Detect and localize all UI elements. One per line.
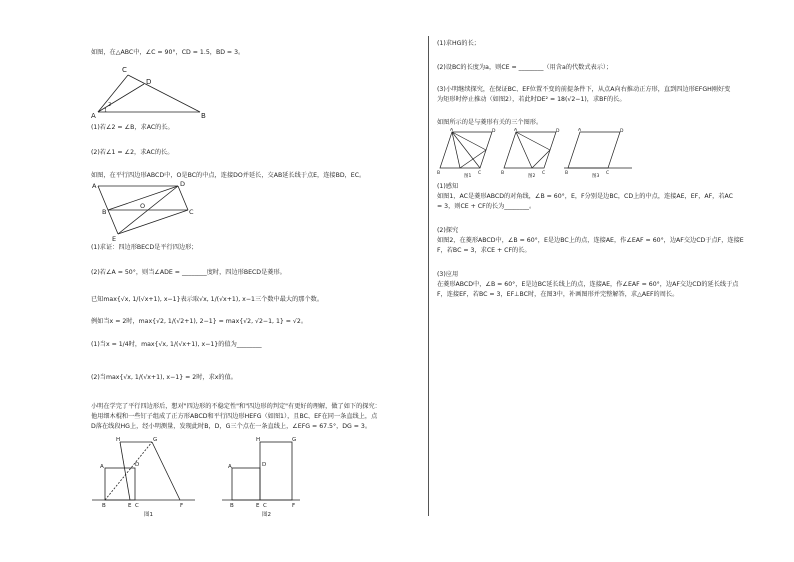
svg-text:E: E: [256, 503, 260, 509]
svg-text:C: C: [135, 503, 139, 509]
problem5-section2-title: (2)探究: [437, 227, 459, 234]
svg-text:A: A: [514, 128, 518, 133]
svg-text:B: B: [501, 171, 505, 176]
svg-text:A: A: [100, 464, 104, 470]
svg-text:C: C: [189, 208, 194, 216]
rhombus-fig3-caption: 图3: [592, 174, 600, 178]
rhombus-fig1-caption: 图1: [464, 174, 472, 178]
svg-text:C: C: [606, 171, 610, 176]
problem3-intro: 已知max{√x, 1/(√x+1), x−1}表示取√x, 1/(√x+1), x−1三个数中最大的那个数。: [91, 296, 324, 303]
svg-text:G: G: [292, 437, 297, 443]
problem5-section2-line1: 如图2，在菱形ABCD中，∠B = 60°，E是边BC上的点，连接AE，作∠EAF = 60°，边AF交边CD于点F，连接E: [437, 237, 744, 244]
problem1-q1: (1)若∠2 = ∠B，求AC的长。: [91, 124, 174, 131]
svg-text:B: B: [230, 503, 234, 509]
rhombus-figures: [436, 128, 636, 178]
svg-text:1: 1: [104, 108, 108, 114]
svg-text:F: F: [292, 503, 296, 509]
figure1-caption: 图1: [144, 512, 153, 518]
svg-text:E: E: [112, 235, 117, 242]
svg-text:B: B: [565, 171, 569, 176]
problem4-intro-line2: 他用细木棍和一些钉子组成了正方形ABCD和平行四边形HEFG（如图1），且BC、EF在同一条直线上，点: [91, 413, 378, 420]
svg-text:D: D: [146, 78, 152, 86]
problem4-q3-line2: 为矩形时停止推动（如图2），若此时DE² = 18(√2−1)，求BF的长。: [437, 96, 626, 103]
svg-text:C: C: [542, 171, 546, 176]
problem5-section3-line2: F，连接EF，若BC = 3，EF⊥BC时，在图3中，补画图形并完整解答，求△AEF的周长。: [437, 291, 679, 298]
problem4-intro-line3: D落在线段HG上，经小明测量，发现此时B，D，G三个点在一条直线上，∠EFG = 67.5°，DG = 3。: [91, 423, 372, 430]
problem1-intro: 如图，在△ABC中，∠C = 90°，CD = 1.5，BD = 3。: [91, 49, 245, 56]
triangle-abc-figure: [90, 60, 210, 122]
svg-text:E: E: [128, 503, 132, 509]
svg-text:A: A: [228, 464, 232, 470]
svg-text:2: 2: [108, 102, 112, 108]
svg-text:B: B: [201, 112, 206, 120]
problem5-section3-title: (3)应用: [437, 271, 459, 278]
svg-text:A: A: [92, 182, 97, 190]
svg-text:D: D: [262, 462, 267, 468]
square-rectangle-figure-2: [220, 432, 310, 518]
svg-text:D: D: [556, 129, 560, 134]
problem2-intro: 如图，在平行四边形ABCD中，O是BC的中点，连接DO并延长，交AB延长线于点E，连接BD，EC。: [91, 172, 366, 179]
problem5-section1-line2: = 3，则CE + CF的长为________。: [437, 203, 536, 210]
problem1-q2: (2)若∠1 = ∠2，求AC的长。: [91, 149, 174, 156]
problem5-section3-line1: 在菱形ABCD中，∠B = 60°，E是边BC延长线上的点，连接AE，作∠EAF = 60°，边AF交边CD的延长线于点: [437, 281, 739, 288]
svg-text:H: H: [256, 437, 261, 443]
svg-text:A: A: [91, 112, 96, 120]
svg-text:D: D: [492, 129, 496, 134]
svg-text:A: A: [578, 128, 582, 133]
svg-text:B: B: [102, 208, 107, 216]
svg-text:B: B: [102, 503, 106, 509]
svg-text:F: F: [180, 503, 184, 509]
problem5-section1-title: (1)感知: [437, 183, 459, 190]
svg-text:H: H: [116, 437, 121, 443]
square-parallelogram-figure-1: [90, 432, 205, 518]
problem5-section1-line1: 如图1，AC是菱形ABCD的对角线，∠B = 60°，E，F分别是边BC，CD上的中点，连接AE，EF，AF，若AC: [437, 193, 734, 200]
problem4-q1: (1)求HG的长；: [437, 40, 480, 47]
svg-text:C: C: [478, 171, 482, 176]
figure2-caption: 图2: [262, 512, 271, 518]
rhombus-fig2-caption: 图2: [528, 174, 536, 178]
problem4-intro-line1: 小明在学完了平行四边形后，想对"四边形的不稳定性"和"四边形的判定"有更好的理解，做了如下的探究：: [91, 403, 381, 410]
problem3-q2: (2)当max{√x, 1/(√x+1), x−1} = 2时，求x的值。: [91, 374, 237, 381]
problem2-q1: (1)求证：四边形BECD是平行四边形；: [91, 244, 198, 251]
problem4-q3-line1: (3)小明继续探究，在保证BC、EF位置不变的前提条件下，从点A向右推动正方形，直到四边形EFGH刚好变: [437, 86, 731, 93]
column-divider: [428, 36, 429, 516]
problem2-q2: (2)若∠A = 50°，则当∠ADE = ________度时，四边形BECD是菱形。: [91, 269, 286, 276]
problem5-section2-line2: F，若BC = 3，求CE + CF的长。: [437, 247, 531, 254]
svg-text:G: G: [153, 437, 158, 443]
svg-text:C: C: [263, 503, 267, 509]
svg-text:C: C: [122, 66, 127, 74]
svg-text:D: D: [180, 180, 186, 188]
problem3-example: 例如当x = 2时，max{√2, 1/(√2+1), 2−1} = max{√2, √2−1, 1} = √2。: [91, 318, 308, 325]
svg-text:O: O: [140, 202, 146, 210]
svg-text:D: D: [135, 462, 140, 468]
svg-text:B: B: [437, 171, 441, 176]
problem5-intro: 如图所示的是与菱形有关的三个图形。: [437, 119, 543, 126]
parallelogram-abcd-figure: [90, 180, 200, 242]
problem4-q2: (2)设BC的长度为a，则CE = ________（用含a的代数式表示）；: [437, 64, 613, 71]
svg-text:D: D: [620, 129, 624, 134]
problem3-q1: (1)当x = 1/4时，max{√x, 1/(√x+1), x−1}的值为________: [91, 341, 262, 348]
svg-text:A: A: [450, 128, 454, 133]
